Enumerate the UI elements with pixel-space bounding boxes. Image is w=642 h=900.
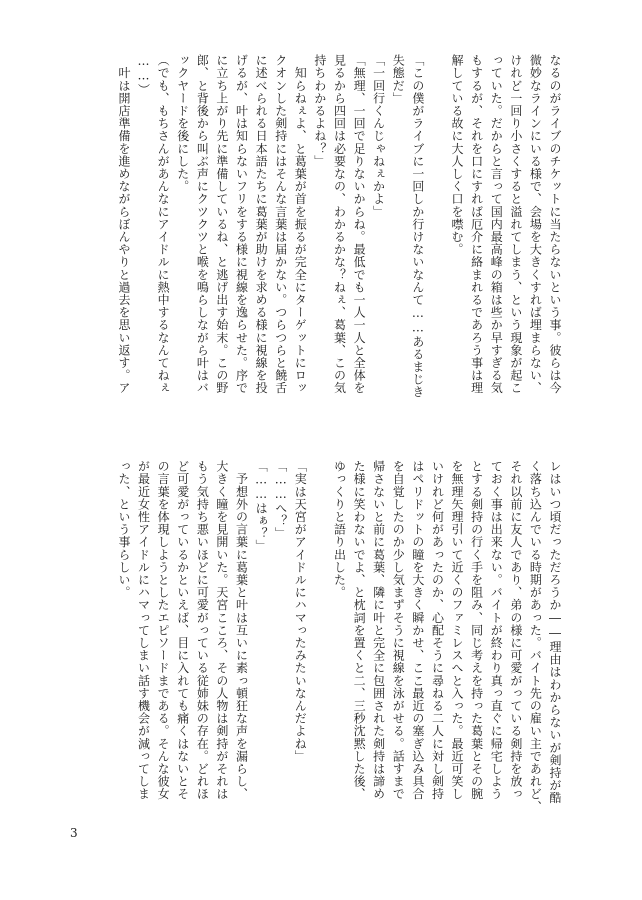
text-line: を自覚したのか少し気まずそうに視線を泳がせる。話すまで <box>391 460 406 801</box>
text-line: に述べられる日本語たちに葛葉が助けを求める様に視線を投 <box>254 54 269 395</box>
text-line: いけれど何があったのか、心配そうに尋ねる二人に対し剣持 <box>430 460 445 801</box>
text-line: 叶は開店準備を進めながらぼんやりと過去を思い返す。ア <box>116 54 131 395</box>
text-line: く落ち込んでいる時期があった。バイト先の雇い主であれど、 <box>528 460 543 813</box>
text-line: った、という事らしい。 <box>116 460 131 599</box>
text-line: ておく事は出来ない。バイトが終わり真っ直ぐに帰宅しよう <box>489 460 504 801</box>
text-line: 解している故に大人しく口を噤む。 <box>450 54 465 256</box>
lower-text-block <box>64 460 564 817</box>
text-line: （でも、もちさんがあんなにアイドルに熱中するなんてねぇ <box>156 54 171 395</box>
text-line: ……） <box>136 54 151 96</box>
text-line: クオンした剣持にはそんな言葉は届かない。つらつらと饒舌 <box>273 54 288 395</box>
upper-text-block <box>64 54 564 411</box>
text-line: 大きく瞳を見開いた。天宮こころ、その人物は剣持がそれは <box>214 460 229 801</box>
text-line <box>309 460 329 817</box>
text-line: はペリドットの瞳を大きく瞬かせ、ここ最近の塞ぎ込み具合 <box>410 460 425 801</box>
text-line: 予想外の言葉に葛葉と叶は互いに素っ頓狂な声を漏らし、 <box>234 460 249 801</box>
text-line: ど可愛がっているかといえば、目に入れても痛くはないとそ <box>175 460 190 801</box>
text-line: もするが、それを口にすれば厄介に絡まれるであろう事は理 <box>469 54 484 395</box>
text-line: 知らねぇよ、と葛葉が首を振るが完全にターゲットにロッ <box>293 54 308 395</box>
text-line: の言葉を体現しようとしたエピソードまである。そんな彼女 <box>156 460 171 801</box>
text-line: 持ちわかるよね？」 <box>312 54 327 168</box>
text-line: 見るから四回は必要なの、わかるかな？ねぇ、葛葉、この気 <box>332 54 347 395</box>
text-line: 失態だ」 <box>391 54 406 105</box>
text-line: 「一回行くんじゃねぇかよ」 <box>371 54 386 218</box>
text-line: 「……へ？」 <box>273 460 288 540</box>
text-line: 「……はぁ？」 <box>254 460 269 553</box>
text-line <box>427 54 447 411</box>
text-line: 「実は天宮がアイドルにハマったみたいなんだよね」 <box>293 460 308 763</box>
text-line: に立ち上がり先に準備しているね、と逃げ出す始末。この野 <box>214 54 229 395</box>
text-line: けれど一回り小さくすると溢れてしまう、という現象が起こ <box>508 54 523 395</box>
text-line: が最近女性アイドルにハマってしまい話す機会が減ってしま <box>136 460 151 801</box>
page-number: 3 <box>70 826 78 840</box>
text-line: レはいつ頃だっただろうか――理由はわからないが剣持が酷 <box>548 460 562 805</box>
text-line: それ以前に友人であり、弟の様に可愛がっている剣持を放っ <box>508 460 523 801</box>
text-line: なるのがライブのチケットに当たらないという事。彼らは今 <box>548 54 562 395</box>
text-line: た様に笑わないでよ、と枕詞を置くと二、三秒沈黙した後、 <box>352 460 367 801</box>
text-line: 「この僕がライブに一回しか行けないなんて……あるまじき <box>410 54 425 399</box>
text-line: げるが、叶は知らないフリをする様に視線を逸らせた。序で <box>234 54 249 395</box>
text-line: っていた。だからと言って国内最高峰の箱は些か早すぎる気 <box>489 54 504 395</box>
text-line: とする剣持の行く手を阻み、同じ考えを持った葛葉とその腕 <box>469 460 484 801</box>
text-line: もう気持ち悪いほどに可愛がっている従姉妹の存在。どれほ <box>195 460 210 801</box>
text-line: 「無理、一回で足りないからね。最低でも一人一人と全体を <box>352 54 367 395</box>
text-line: ックヤードを後にした。 <box>175 54 190 193</box>
text-line: 帰さないと前に葛葉、隣に叶と完全に包囲された剣持は諦め <box>371 460 386 801</box>
text-line: 微妙なラインにいる様で、会場を大きくすれば埋まらない、 <box>528 54 543 395</box>
text-line: 郎、と背後から叫ぶ声にクツクツと喉を鳴らしながら叶はバ <box>195 54 210 395</box>
text-line: を無理矢理引いて近くのファミレスへと入った。最近可笑し <box>450 460 465 801</box>
text-line: ゆっくりと語り出した。 <box>332 460 347 599</box>
